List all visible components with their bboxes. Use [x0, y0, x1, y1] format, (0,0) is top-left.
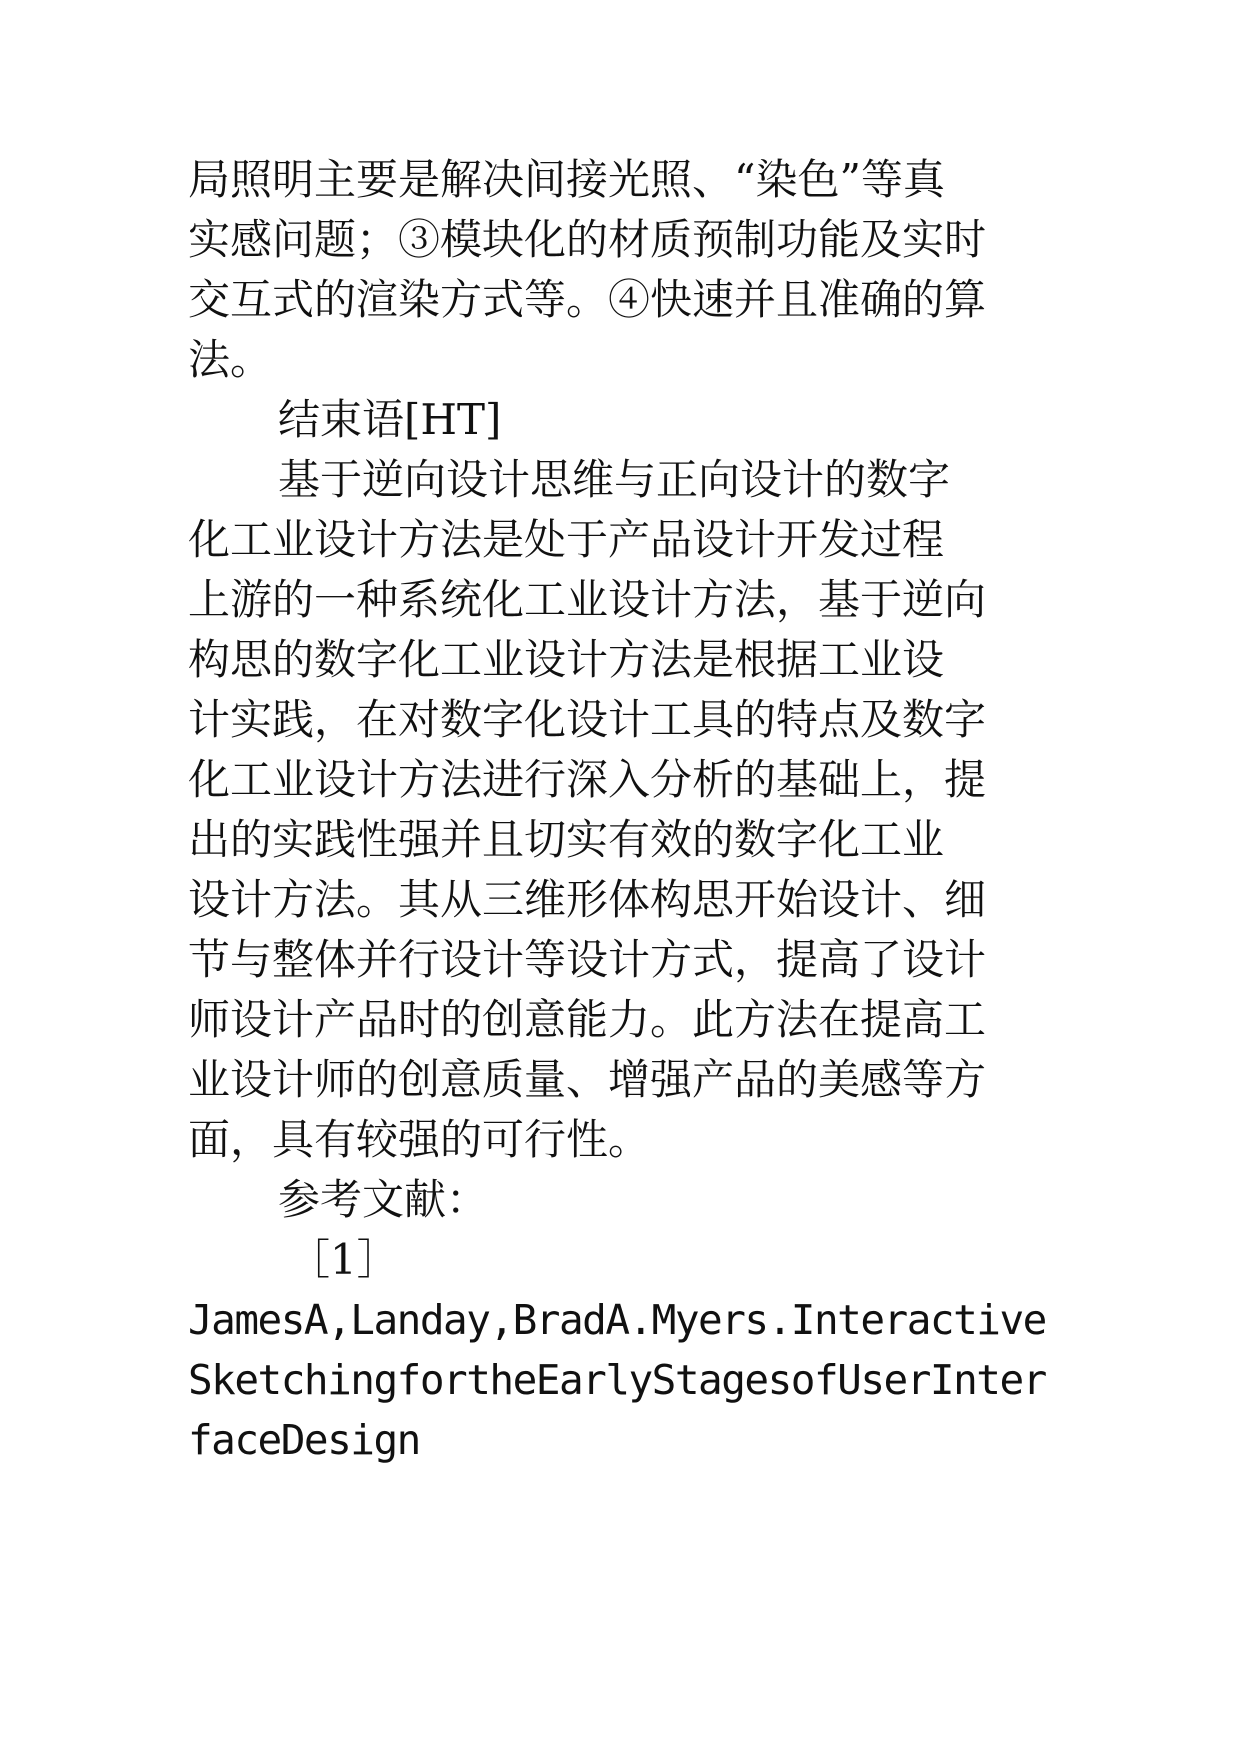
conclusion-line: 上游的一种系统化工业设计方法，基于逆向	[188, 575, 987, 624]
reference-line: SketchingfortheEarlyStagesofUserInter	[188, 1356, 1046, 1404]
conclusion-line: 出的实践性强并且切实有效的数字化工业	[188, 815, 945, 864]
reference-line: JamesA,Landay,BradA.Myers.Interactive	[188, 1296, 1046, 1344]
conclusion-line: 业设计师的创意质量、增强产品的美感等方	[188, 1055, 987, 1104]
conclusion-line: 基于逆向设计思维与正向设计的数字	[278, 455, 951, 504]
conclusion-line: 化工业设计方法进行深入分析的基础上，提	[188, 755, 987, 804]
conclusion-heading: 结束语[HT]	[278, 395, 502, 444]
body-line: 局照明主要是解决间接光照、“染色”等真	[188, 155, 945, 204]
conclusion-line: 设计方法。其从三维形体构思开始设计、细	[188, 875, 987, 924]
conclusion-line: 计实践，在对数字化设计工具的特点及数字	[188, 695, 987, 744]
conclusion-line: 节与整体并行设计等设计方式，提高了设计	[188, 935, 987, 984]
reference-line: faceDesign	[188, 1416, 420, 1464]
conclusion-line: 构思的数字化工业设计方法是根据工业设	[188, 635, 945, 684]
document-text	[188, 150, 1058, 1470]
conclusion-line: 化工业设计方法是处于产品设计开发过程	[188, 515, 945, 564]
body-line: 法。	[188, 335, 273, 384]
body-line: 实感问题；③模块化的材质预制功能及实时	[188, 215, 987, 264]
reference-index: ［1］	[288, 1235, 399, 1284]
conclusion-line: 师设计产品时的创意能力。此方法在提高工	[188, 995, 987, 1044]
references-heading: 参考文献：	[278, 1175, 489, 1224]
body-line: 交互式的渲染方式等。④快速并且准确的算	[188, 275, 987, 324]
conclusion-line: 面，具有较强的可行性。	[188, 1115, 651, 1164]
